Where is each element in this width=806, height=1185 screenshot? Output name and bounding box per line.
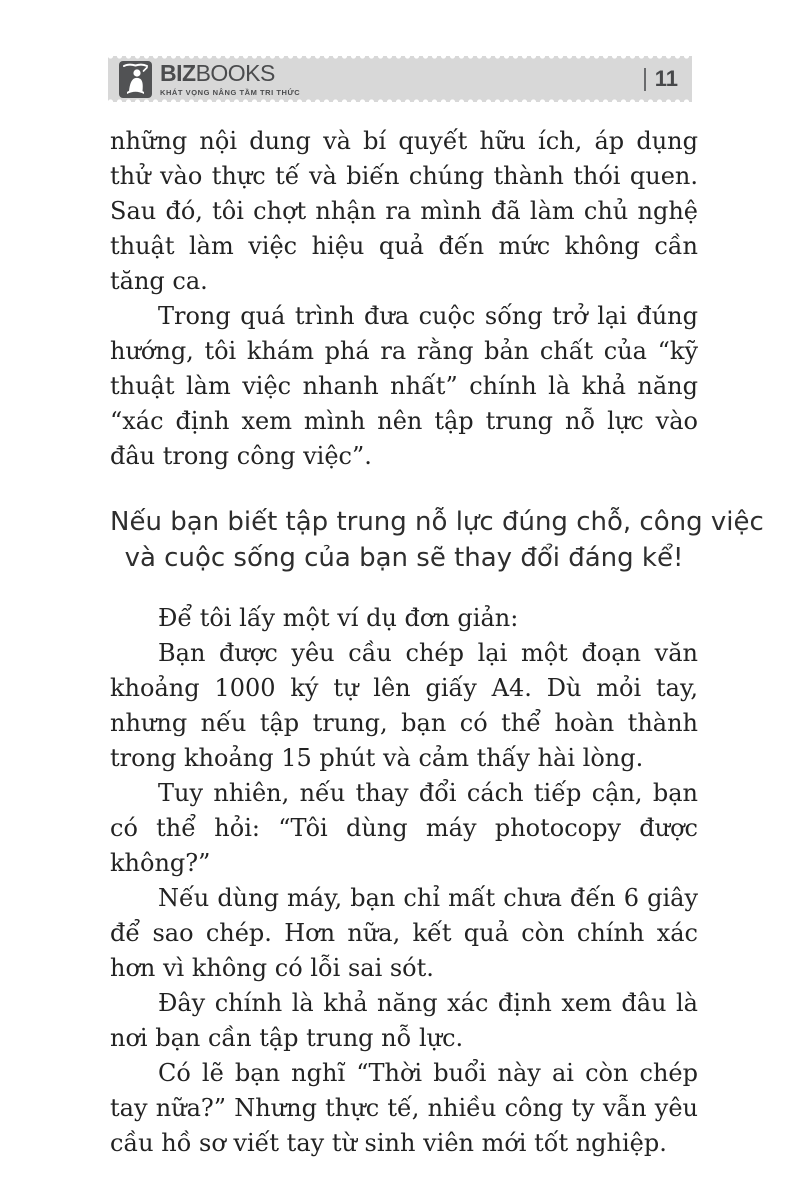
paragraph: Bạn được yêu cầu chép lại một đoạn văn khoảng 1000 ký tự lên giấy A4. Dù mỏi tay, nhưng nếu tập trung, bạn có thể hoàn thành trong khoảng 15 phút và cảm thấy hài lòng. bbox=[110, 639, 698, 772]
brand-tagline: KHÁT VỌNG NÂNG TẦM TRI THỨC bbox=[160, 87, 301, 97]
paragraph: Trong quá trình đưa cuộc sống trở lại đúng hướng, tôi khám phá ra rằng bản chất của “kỹ thuật làm việc nhanh nhất” chính là khả năng “xác định xem mình nên tập trung nỗ lực vào đâu trong công việc”. bbox=[110, 302, 698, 470]
paragraph: Đây chính là khả năng xác định xem đâu là nơi bạn cần tập trung nỗ lực. bbox=[110, 989, 698, 1052]
pull-quote-line-1: Nếu bạn biết tập trung nỗ lực đúng chỗ, công việc bbox=[110, 507, 764, 537]
bizbooks-logo-icon bbox=[119, 61, 152, 98]
header-content bbox=[108, 56, 692, 102]
brand-name bbox=[160, 59, 300, 86]
page-number bbox=[644, 66, 678, 92]
brand-biz: BIZ bbox=[160, 59, 196, 86]
pull-quote-heading bbox=[110, 504, 764, 576]
paragraph: những nội dung và bí quyết hữu ích, áp dụng thử vào thực tế và biến chúng thành thói quen. Sau đó, tôi chợt nhận ra mình đã làm chủ nghệ thuật làm việc hiệu quả đến mức không cần tăng ca. bbox=[110, 127, 698, 295]
paragraph: Nếu dùng máy, bạn chỉ mất chưa đến 6 giây để sao chép. Hơn nữa, kết quả còn chính xác hơn vì không có lỗi sai sót. bbox=[110, 884, 698, 982]
brand-text bbox=[160, 59, 301, 97]
paragraph: Có lẽ bạn nghĩ “Thời buổi này ai còn chép tay nữa?” Nhưng thực tế, nhiều công ty vẫn yêu cầu hồ sơ viết tay từ sinh viên mới tốt nghiệp. bbox=[110, 1059, 698, 1157]
paragraph: Để tôi lấy một ví dụ đơn giản: bbox=[158, 604, 519, 632]
brand-books: BOOKS bbox=[195, 59, 275, 86]
pull-quote-line-2: và cuộc sống của bạn sẽ thay đổi đáng kể! bbox=[124, 543, 684, 573]
page-number-value: 11 bbox=[654, 66, 678, 91]
paragraph: Tuy nhiên, nếu thay đổi cách tiếp cận, bạn có thể hỏi: “Tôi dùng máy photocopy được không?” bbox=[110, 779, 698, 877]
body-text bbox=[110, 124, 764, 1161]
page-header-band bbox=[108, 56, 692, 102]
page-number-divider bbox=[644, 68, 646, 91]
